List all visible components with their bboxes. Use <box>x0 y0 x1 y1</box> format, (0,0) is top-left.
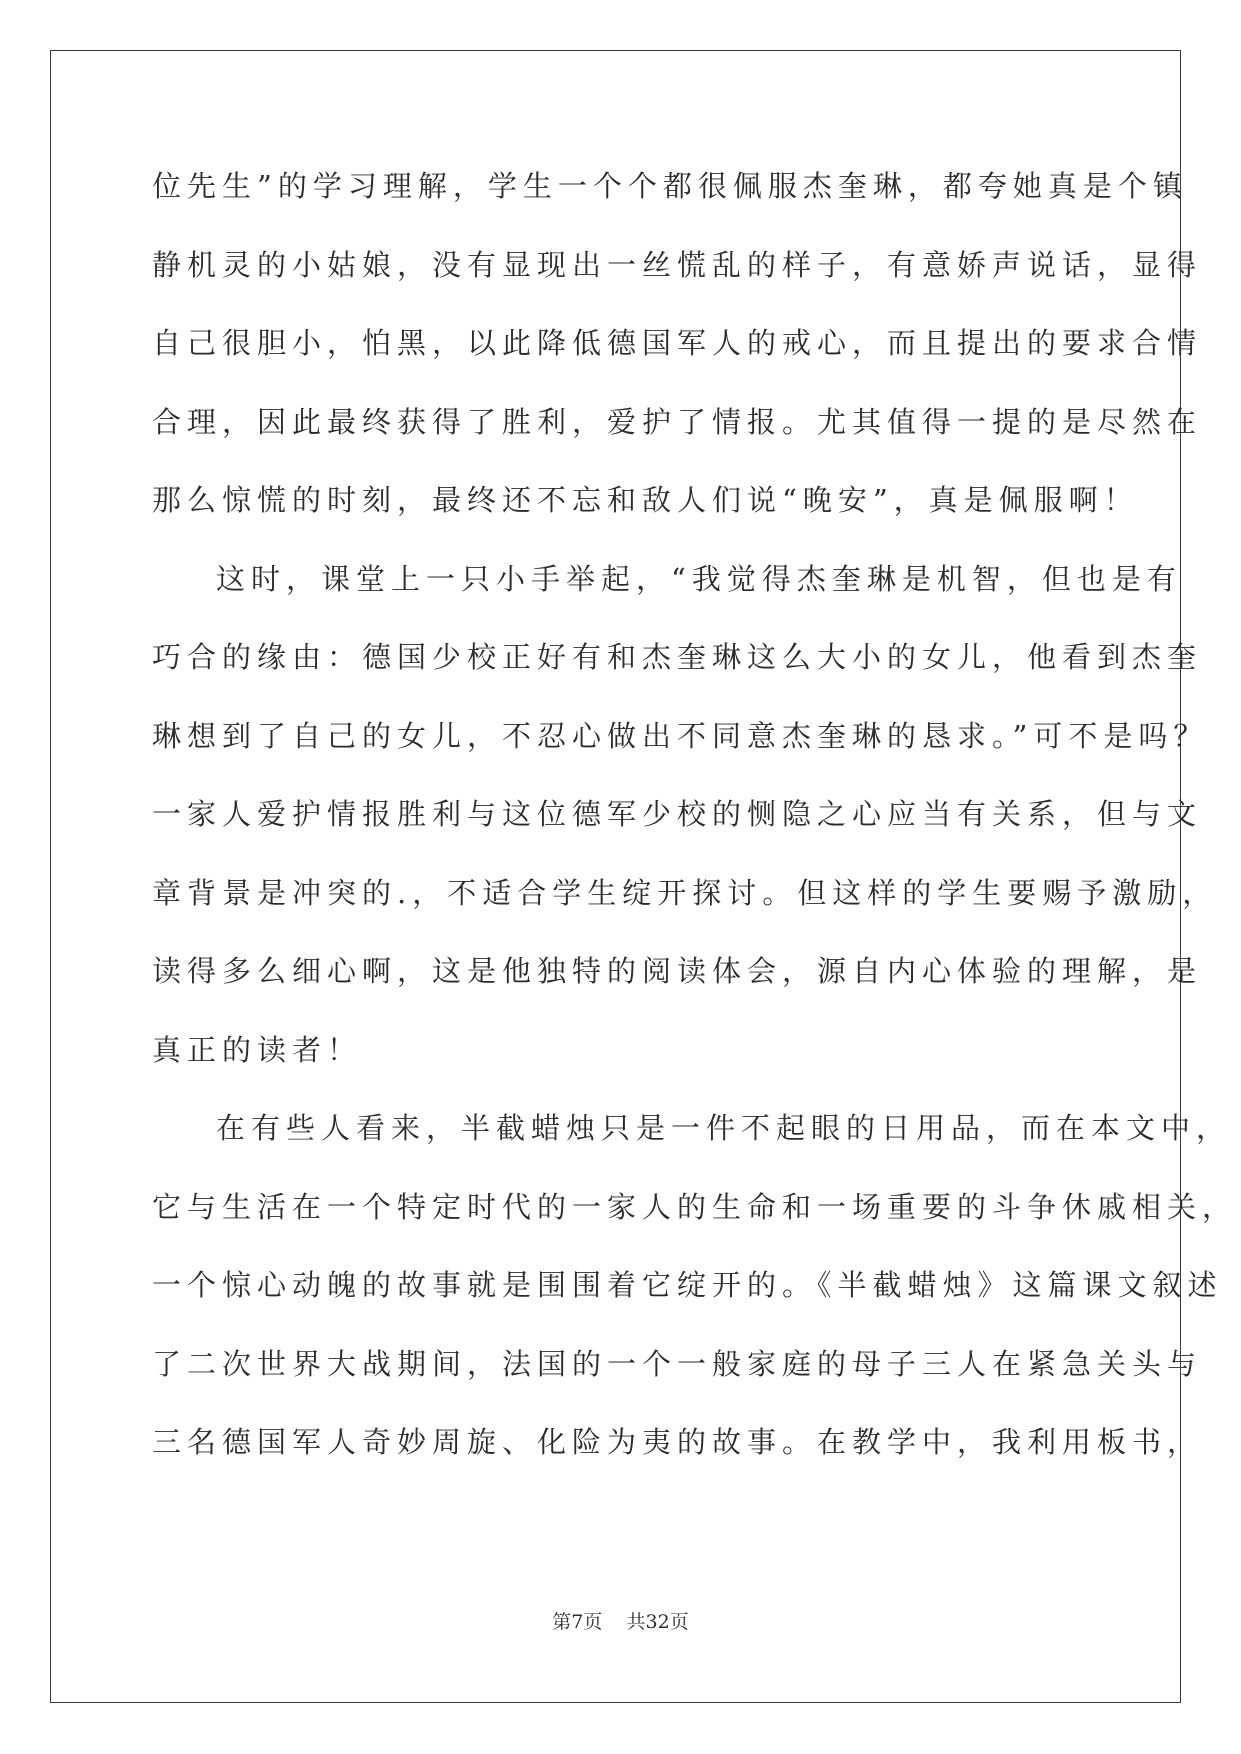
page-footer <box>0 1607 1241 1634</box>
text-line: 章背景是冲突的.，不适合学生绽开探讨。但这样的学生要赐予激励， <box>152 875 1218 910</box>
text-line: 一个惊心动魄的故事就是围围着它绽开的。《半截蜡烛》这篇课文叙述 <box>152 1268 1223 1302</box>
page-total: 共32页 <box>626 1611 689 1633</box>
text-line: 位先生”的学习理解，学生一个个都很佩服杰奎琳，都夸她真是个镇 <box>152 169 1188 203</box>
text-line: 一家人爱护情报胜利与这位德军少校的恻隐之心应当有关系，但与文 <box>152 797 1203 831</box>
text-line: 三名德国军人奇妙周旋、化险为夷的故事。在教学中，我利用板书， <box>152 1425 1203 1459</box>
text-line: 读得多么细心啊，这是他独特的阅读体会，源自内心体验的理解，是 <box>152 954 1203 988</box>
document-body <box>152 161 1238 1496</box>
text-line: 琳想到了自己的女儿，不忍心做出不同意杰奎琳的恳求。”可不是吗？ <box>152 718 1209 753</box>
text-line: 它与生活在一个特定时代的一家人的生命和一场重要的斗争休戚相关， <box>152 1189 1238 1224</box>
text-line: 了二次世界大战期间，法国的一个一般家庭的母子三人在紧急关头与 <box>152 1346 1203 1381</box>
text-line: 在有些人看来，半截蜡烛只是一件不起眼的日用品，而在本文中， <box>216 1111 1232 1145</box>
text-line: 那么惊慌的时刻，最终还不忘和敌人们说“晚安”，真是佩服啊！ <box>152 483 1139 517</box>
page-number: 第7页 <box>552 1611 603 1633</box>
text-line: 这时，课堂上一只小手举起，“我觉得杰奎琳是机智，但也是有 <box>216 561 1182 596</box>
text-line: 自己很胆小，怕黑，以此降低德国军人的戒心，而且提出的要求合情 <box>152 326 1203 360</box>
text-line: 真正的读者！ <box>152 1032 363 1067</box>
text-line: 静机灵的小姑娘，没有显现出一丝慌乱的样子，有意娇声说话，显得 <box>152 247 1203 282</box>
text-line: 合理，因此最终获得了胜利，爱护了情报。尤其值得一提的是尽然在 <box>152 404 1203 439</box>
text-line: 巧合的缘由：德国少校正好有和杰奎琳这么大小的女儿，他看到杰奎 <box>152 640 1203 674</box>
